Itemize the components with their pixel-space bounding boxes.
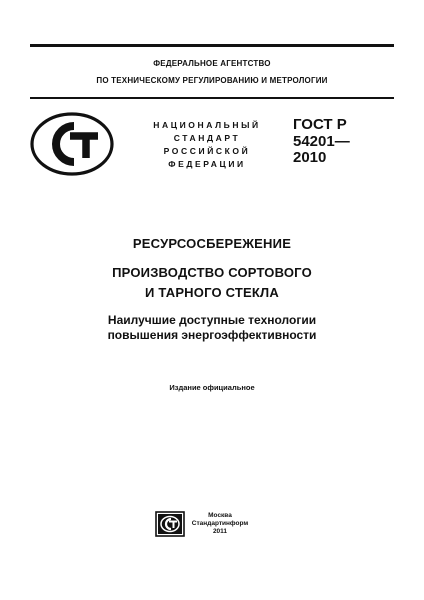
publisher-city: Москва <box>208 512 232 519</box>
standard-type-line-4: ФЕДЕРАЦИИ <box>168 159 246 169</box>
agency-line-2: ПО ТЕХНИЧЕСКОМУ РЕГУЛИРОВАНИЮ И МЕТРОЛОГИИ <box>96 76 328 85</box>
standard-type <box>140 119 274 171</box>
edition-label: Издание официальное <box>169 383 255 392</box>
gost-r-certification-mark-icon <box>30 112 114 176</box>
publisher-name: Стандартинформ <box>191 520 249 527</box>
publisher-info <box>190 512 250 536</box>
agency-line-1: ФЕДЕРАЛЬНОЕ АГЕНТСТВО <box>153 59 271 68</box>
standartinform-logo-icon <box>155 511 185 537</box>
designation-line-2: 54201— <box>293 132 350 150</box>
designation-line-1: ГОСТ Р <box>293 116 347 133</box>
standard-type-line-1: НАЦИОНАЛЬНЫЙ <box>153 120 261 130</box>
title-line-2: ПРОИЗВОДСТВО СОРТОВОГО <box>112 265 312 280</box>
top-rule <box>30 44 394 47</box>
middle-rule <box>30 97 394 99</box>
standard-type-line-2: СТАНДАРТ <box>173 133 241 143</box>
title-line-1: РЕСУРСОСБЕРЕЖЕНИЕ <box>132 236 292 251</box>
standard-designation <box>293 117 350 167</box>
title-line-3: И ТАРНОГО СТЕКЛА <box>145 285 279 300</box>
designation-line-3: 2010 <box>293 149 327 166</box>
standard-type-line-3: РОССИЙСКОЙ <box>163 146 251 156</box>
publisher-year: 2011 <box>212 528 228 535</box>
subtitle-line-2: повышения энергоэффективности <box>107 328 317 342</box>
subtitle-line-1: Наилучшие доступные технологии <box>107 313 317 327</box>
